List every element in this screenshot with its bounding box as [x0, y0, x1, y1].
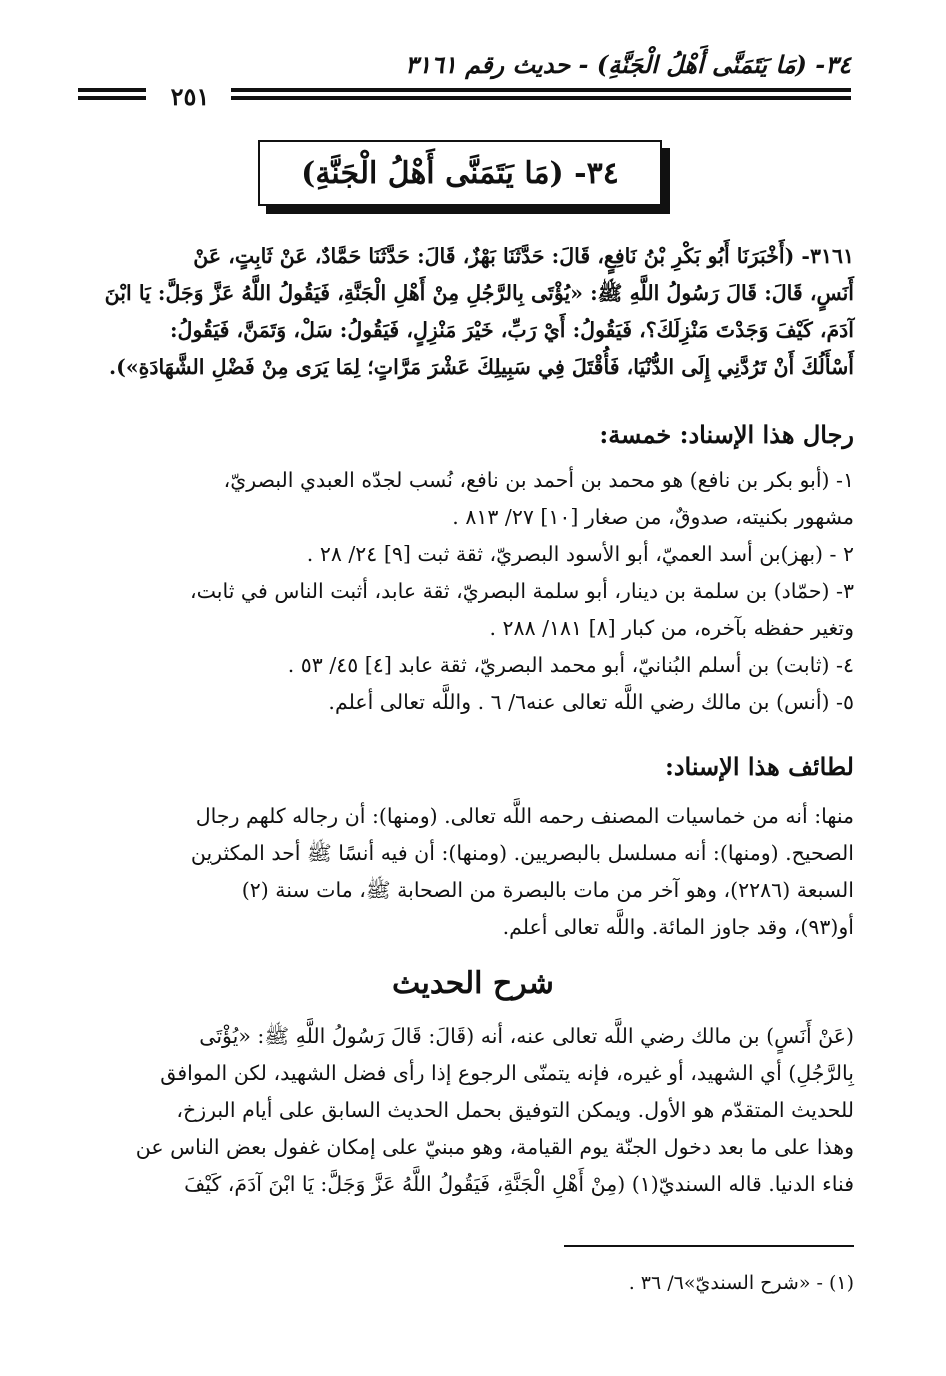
rijal-line: مشهور بكنيته، صدوقٌ، من صغار [١٠] ٢٧/ ٨١٣ .: [452, 505, 854, 529]
hadith-line: آدَمَ، كَيْفَ وَجَدْتَ مَنْزِلَكَ؟، فَيَقُولُ: أَيْ رَبِّ، خَيْرَ مَنْزِلٍ، فَيَقُولُ: سَلْ، وَتَمَنَّ، فَيَقُولُ:: [169, 318, 854, 342]
rijal-item: [84, 573, 854, 647]
sharh-line: فناء الدنيا. قاله السنديّ(١) (مِنْ أَهْلِ الْجَنَّةِ، فَيَقُولُ اللَّهُ عَزَّ وَجَلَّ: يَا ابْنَ آدَمَ، كَيْفَ: [184, 1172, 854, 1196]
hadith-text: [84, 238, 854, 386]
rijal-line: ٢ - (بهز)بن أسد العميّ، أبو الأسود البصريّ، ثقة ثبت [٩] ٢٤/ ٢٨ .: [306, 542, 854, 566]
sharh-line: للحديث المتقدّم هو الأول. ويمكن التوفيق بحمل الحديث السابق على أيام البرزخ،: [176, 1098, 854, 1122]
sharh-heading: شرح الحديث: [392, 966, 554, 1001]
lataif-line: منها: أنه من خماسيات المصنف رحمه اللَّه تعالى. (ومنها): أن رجاله كلهم رجال: [195, 804, 854, 828]
header-rule: [231, 96, 851, 100]
rijal-line: وتغير حفظه بآخره، من كبار [٨] ١٨١/ ٢٨٨ .: [489, 616, 854, 640]
footnote-rule: [564, 1245, 854, 1247]
lataif-text: [84, 798, 854, 946]
rijal-line: ٥- (أنس) بن مالك رضي اللَّه تعالى عنه٦/ ٦ . واللَّه تعالى أعلم.: [328, 690, 854, 714]
page-number-rule: [78, 88, 146, 92]
sharh-line: وهذا على ما بعد دخول الجنّة يوم القيامة، وهو مبنيّ على إمكان غفول بعض الناس عن: [135, 1135, 854, 1159]
rijal-item: [84, 647, 854, 684]
page-number-rule: [78, 96, 146, 100]
rijal-line: ٣- (حمّاد) بن سلمة بن دينار، أبو سلمة البصريّ، ثقة عابد، أثبت الناس في ثابت،: [190, 579, 854, 603]
rijal-item: [84, 536, 854, 573]
page-number: ٢٥١: [170, 82, 210, 111]
rijal-item: [84, 684, 854, 721]
rijal-heading: رجال هذا الإسناد: خمسة:: [599, 420, 854, 449]
lataif-line: السبعة (٢٢٨٦)، وهو آخر من مات بالبصرة من الصحابة ﷺ، مات سنة (٢): [241, 878, 854, 902]
lataif-heading: لطائف هذا الإسناد:: [664, 752, 854, 781]
hadith-line: ٣١٦١- (أَخْبَرَنَا أَبُو بَكْرِ بْنُ نَافِعٍ، قَالَ: حَدَّثَنَا بَهْزٌ، قَالَ: حَدَّثَنَا حَمَّادٌ، عَنْ ثَابِتٍ، عَنْ: [193, 244, 854, 268]
rijal-line: ١- (أبو بكر بن نافع) هو محمد بن أحمد بن نافع، نُسب لجدّه العبدي البصريّ،: [223, 468, 854, 492]
running-head: ٣٤- (مَا يَتَمَنَّى أَهْلُ الْجَنَّةِ) - حديث رقم ٣١٦١: [405, 50, 851, 79]
hadith-line: أَنَسٍ، قَالَ: قَالَ رَسُولُ اللَّهِ ﷺ: «يُؤْتَى بِالرَّجُلِ مِنْ أَهْلِ الْجَنَّةِ، فَيَقُولُ اللَّهُ عَزَّ وَجَلَّ: يَا ابْنَ: [104, 281, 854, 305]
lataif-line: أو(٩٣)، وقد جاوز المائة. واللَّه تعالى أعلم.: [502, 915, 854, 939]
sharh-text: [84, 1018, 854, 1203]
header-rule: [231, 88, 851, 92]
hadith-line: أَسْأَلُكَ أَنْ تَرُدَّنِي إِلَى الدُّنْيَا، فَأُقْتَلَ فِي سَبِيلِكَ عَشْرَ مَرَّاتٍ؛ لِمَا يَرَى مِنْ فَضْلِ الشَّهَادَةِ»).: [109, 355, 854, 379]
rijal-item: [84, 462, 854, 536]
rijal-list: [84, 462, 854, 721]
sharh-line: بِالرَّجُلِ) أي الشهيد، أو غيره، فإنه يتمنّى الرجوع إذا رأى فضل الشهيد، لكن الموافق: [160, 1061, 854, 1085]
chapter-title: ٣٤- (مَا يَتَمَنَّى أَهْلُ الْجَنَّةِ): [301, 155, 619, 191]
footnote: (١) - «شرح السنديّ»٦/ ٣٦ .: [628, 1272, 854, 1294]
chapter-title-box: [258, 140, 662, 206]
lataif-line: الصحيح. (ومنها): أنه مسلسل بالبصريين. (ومنها): أن فيه أنسًا ﷺ أحد المكثرين: [190, 841, 854, 865]
sharh-line: (عَنْ أَنَسٍ) بن مالك رضي اللَّه تعالى عنه، أنه (قَالَ: قَالَ رَسُولُ اللَّهِ ﷺ: «يُؤْتَى: [199, 1024, 854, 1048]
rijal-line: ٤- (ثابت) بن أسلم البُنانيّ، أبو محمد البصريّ، ثقة عابد [٤] ٤٥/ ٥٣ .: [287, 653, 854, 677]
